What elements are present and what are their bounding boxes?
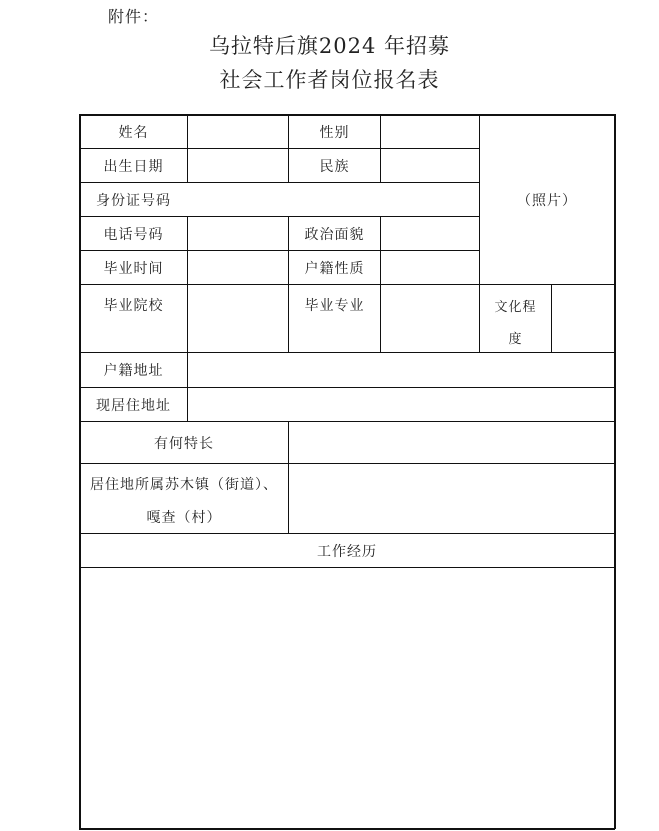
- birth-date-label: 出生日期: [103, 158, 164, 175]
- education-label-line-2: 度: [508, 331, 523, 347]
- political-status-label: 政治面貌: [304, 226, 365, 243]
- education-field[interactable]: [552, 285, 614, 352]
- gender-field[interactable]: [381, 115, 479, 148]
- education-label-line-1: 文化程: [494, 299, 537, 315]
- specialties-field[interactable]: [289, 422, 614, 463]
- residence-label-line-2: 嘎查（村）: [146, 510, 222, 526]
- gender-label: 性别: [319, 124, 350, 141]
- residence-label-line-1: 居住地所属苏木镇（街道）、: [90, 477, 278, 493]
- political-status-field[interactable]: [381, 217, 479, 250]
- id-number-label: 身份证号码: [96, 192, 171, 209]
- form-title-line-1: 乌拉特后旗2024 年招募: [208, 34, 451, 58]
- school-label: 毕业院校: [103, 298, 164, 314]
- major-label: 毕业专业: [304, 298, 365, 314]
- school-field[interactable]: [188, 285, 288, 352]
- work-experience-field[interactable]: [80, 568, 614, 828]
- graduation-time-field[interactable]: [188, 251, 288, 284]
- household-address-field[interactable]: [188, 353, 614, 387]
- id-number-field[interactable]: [188, 183, 479, 216]
- residence-field[interactable]: [289, 464, 614, 533]
- work-experience-header: 工作经历: [317, 543, 377, 560]
- birth-date-field[interactable]: [188, 149, 288, 182]
- household-address-label: 户籍地址: [103, 363, 164, 379]
- form-title-line-2: 社会工作者岗位报名表: [219, 68, 440, 92]
- name-label: 姓名: [118, 124, 149, 141]
- current-address-field[interactable]: [188, 388, 614, 421]
- household-type-field[interactable]: [381, 251, 479, 284]
- name-field[interactable]: [188, 115, 288, 148]
- graduation-time-label: 毕业时间: [103, 260, 164, 277]
- major-field[interactable]: [381, 285, 479, 352]
- attachment-label: 附件：: [108, 7, 160, 26]
- table-border-bottom: [79, 828, 615, 830]
- specialties-label: 有何特长: [154, 435, 214, 452]
- current-address-label: 现居住地址: [96, 397, 171, 414]
- table-border-right: [614, 114, 616, 829]
- photo-placeholder[interactable]: （照片）: [517, 192, 577, 209]
- ethnicity-label: 民族: [319, 158, 350, 175]
- ethnicity-field[interactable]: [381, 149, 479, 182]
- phone-label: 电话号码: [103, 226, 164, 243]
- phone-field[interactable]: [188, 217, 288, 250]
- household-type-label: 户籍性质: [304, 260, 365, 277]
